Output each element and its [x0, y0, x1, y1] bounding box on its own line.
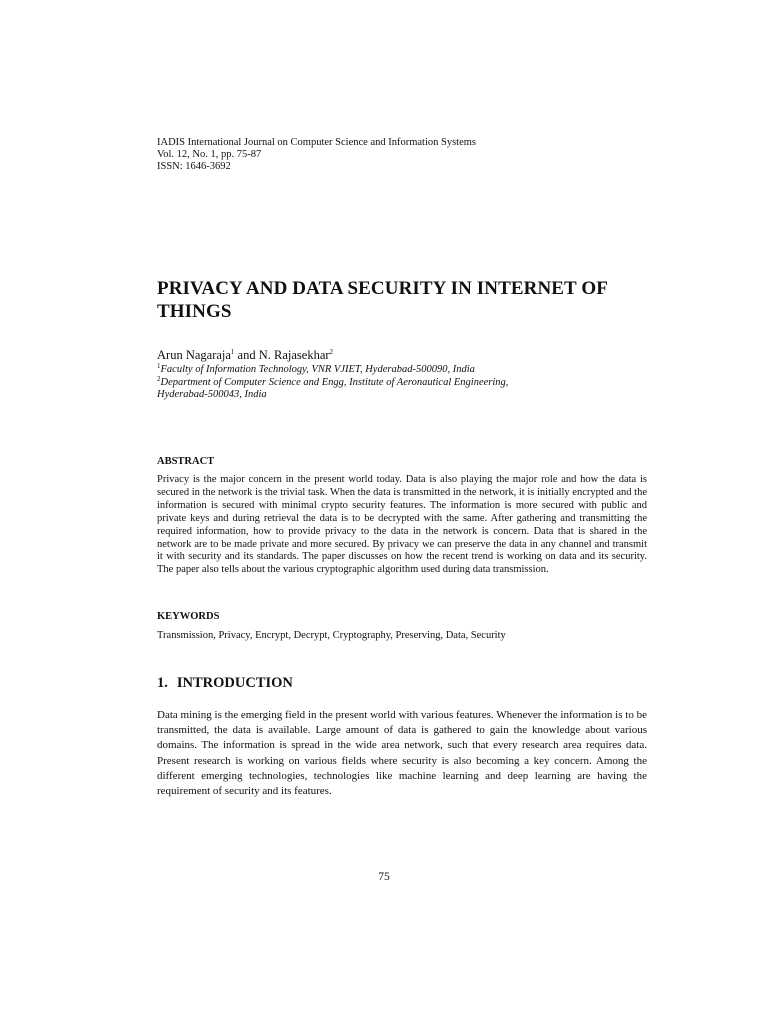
section-title: INTRODUCTION — [176, 675, 293, 691]
affiliation-2-text-line1: Department of Computer Science and Engg, Institute of Aeronautical Engineering, — [160, 376, 509, 388]
author-1-affil-mark: 1 — [230, 348, 235, 356]
journal-issn: ISSN: 1646-3692 — [157, 161, 231, 172]
author-1: Arun Nagaraja — [157, 348, 231, 362]
affiliation-1 — [157, 364, 508, 377]
abstract-heading: ABSTRACT — [157, 456, 215, 467]
author-2: N. Rajasekhar — [258, 348, 330, 362]
section-number: 1. — [157, 675, 168, 691]
affiliation-2 — [157, 374, 509, 390]
affiliation-1-mark: 1 — [157, 362, 161, 370]
author-line — [157, 348, 333, 362]
page-number: 75 — [378, 871, 390, 883]
journal-header — [157, 137, 476, 173]
keywords-heading: KEYWORDS — [157, 611, 220, 622]
author-connector: and — [234, 348, 259, 362]
journal-name: IADIS International Journal on Computer Science and Information Systems — [157, 137, 477, 148]
author-2-affil-mark: 2 — [329, 348, 334, 356]
introduction-heading — [157, 675, 302, 692]
affiliation-2-mark: 2 — [157, 374, 161, 383]
keywords-text: Transmission, Privacy, Encrypt, Decrypt, Cryptography, Preserving, Data, Security — [157, 630, 506, 641]
abstract-text: Privacy is the major concern in the present world today. Data is also playing the major role and how the data is secured in the network is the trivial task. When the data is transmitted in the network, it is initially encrypted and the information is secured with minimal crypto security features. The information is more secured with public and private keys and during retrieval the data is to be decrypted with the same. After gathering and transmitting the required information, how to provide privacy to the data in the network is concern. Data that is shared in the network are to be made private and more secured. By privacy we can preserve the data in any channel and transmit it with security and its standards. The paper discusses on how the recent trend is working on data and its security. The paper also tells about the various cryptographic algorithm used during data transmission. — [157, 474, 647, 576]
introduction-text: Data mining is the emerging field in the present world with various features. Whenever the information is to be transmitted, the data is available. Large amount of data is gathered to gain the knowledge about various domains. The information is spread in the wide area network, such that every research area requires data. Present research is working on various fields where security is also becoming a key concern. Among the different emerging technologies, technologies like machine learning and deep learning are having the requirement of security and its features. — [157, 709, 647, 798]
affiliations — [157, 364, 508, 402]
journal-volume: Vol. 12, No. 1, pp. 75-87 — [157, 149, 262, 160]
affiliation-2-text-line2: Hyderabad-500043, India — [157, 389, 267, 400]
paper-title: PRIVACY AND DATA SECURITY IN INTERNET OF THINGS — [157, 278, 608, 322]
affiliation-1-text: Faculty of Information Technology, VNR VJIET, Hyderabad-500090, India — [160, 364, 475, 375]
